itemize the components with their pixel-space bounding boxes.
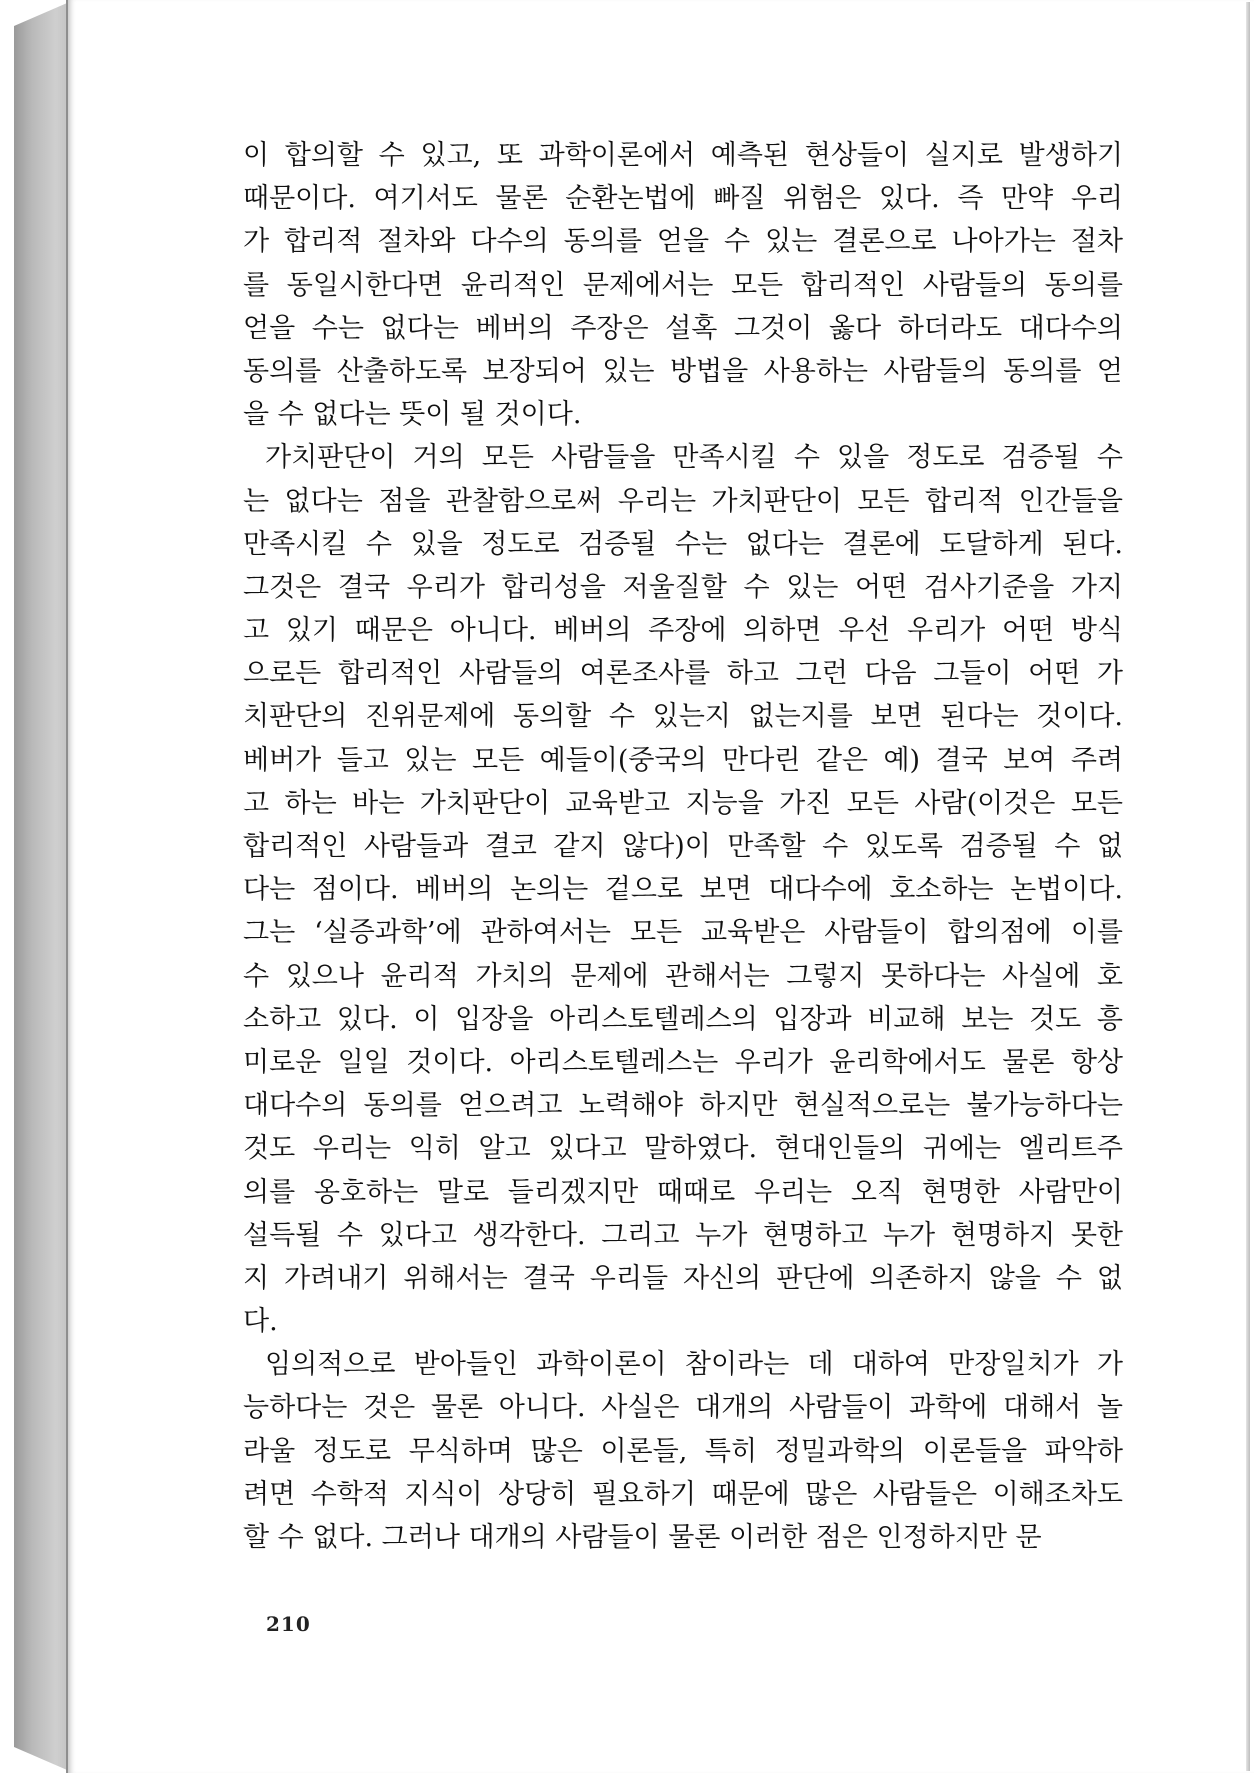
text-line: 합리적인 사람들과 결코 같지 않다)이 만족할 수 있도록 검증될 수 없: [243, 831, 1123, 862]
text-line: 치판단의 진위문제에 동의할 수 있는지 없는지를 보면 된다는 것이다.: [243, 701, 1123, 733]
paragraph: [243, 436, 1123, 1343]
text-line: 를 동일시한다면 윤리적인 문제에서는 모든 합리적인 사람들의 동의를: [243, 269, 1123, 301]
text-line: 것도 우리는 익히 알고 있다고 말하였다. 현대인들의 귀에는 엘리트주: [243, 1133, 1123, 1165]
text-line: 으로든 합리적인 사람들의 여론조사를 하고 그런 다음 그들이 어떤 가: [243, 658, 1123, 690]
text-line: 만족시킬 수 있을 정도로 검증될 수는 없다는 결론에 도달하게 된다.: [243, 528, 1123, 560]
text-line: 대다수의 동의를 얻으려고 노력해야 하지만 현실적으로는 불가능하다는: [243, 1090, 1123, 1122]
text-line: 이 합의할 수 있고, 또 과학이론에서 예측된 현상들이 실지로 발생하기: [243, 140, 1123, 171]
page-edge: [1246, 2, 1250, 1771]
text-line: 는 없다는 점을 관찰함으로써 우리는 가치판단이 모든 합리적 인간들을: [243, 485, 1123, 517]
text-line: 능하다는 것은 물론 아니다. 사실은 대개의 사람들이 과학에 대해서 놀: [243, 1392, 1123, 1424]
text-line: 임의적으로 받아들인 과학이론이 참이라는 데 대하여 만장일치가 가: [265, 1349, 1123, 1381]
text-line: 가 합리적 절차와 다수의 동의를 얻을 수 있는 결론으로 나아가는 절차: [243, 226, 1123, 258]
text-line: 을 수 없다는 뜻이 될 것이다.: [243, 399, 582, 431]
paragraph: [243, 1343, 1123, 1559]
text-line: 라울 정도로 무식하며 많은 이론들, 특히 정밀과학의 이론들을 파악하: [243, 1435, 1123, 1467]
text-line: 얻을 수는 없다는 베버의 주장은 설혹 그것이 옳다 하더라도 대다수의: [243, 312, 1123, 344]
text-line: 동의를 산출하도록 보장되어 있는 방법을 사용하는 사람들의 동의를 얻: [243, 355, 1123, 387]
text-line: 할 수 없다. 그러나 대개의 사람들이 물론 이러한 점은 인정하지만 문: [243, 1522, 1042, 1553]
text-line: 설득될 수 있다고 생각한다. 그리고 누가 현명하고 누가 현명하지 못한: [243, 1219, 1123, 1251]
text-line: 려면 수학적 지식이 상당히 필요하기 때문에 많은 사람들은 이해조차도: [243, 1478, 1123, 1510]
text-line: 고 있기 때문은 아니다. 베버의 주장에 의하면 우선 우리가 어떤 방식: [243, 615, 1123, 647]
text-line: 때문이다. 여기서도 물론 순환논법에 빠질 위험은 있다. 즉 만약 우리: [243, 183, 1123, 215]
page-number: 210: [266, 1612, 311, 1636]
text-line: 의를 옹호하는 말로 들리겠지만 때때로 우리는 오직 현명한 사람만이: [243, 1176, 1123, 1208]
text-line: 그는 ‘실증과학’에 관하여서는 모든 교육받은 사람들이 합의점에 이를: [243, 917, 1123, 949]
text-line: 지 가려내기 위해서는 결국 우리들 자신의 판단에 의존하지 않을 수 없: [243, 1262, 1123, 1294]
text-line: 소하고 있다. 이 입장을 아리스토텔레스의 입장과 비교해 보는 것도 흥: [243, 1003, 1123, 1035]
text-line: 미로운 일일 것이다. 아리스토텔레스는 우리가 윤리학에서도 물론 항상: [243, 1046, 1123, 1078]
text-line: 가치판단이 거의 모든 사람들을 만족시킬 수 있을 정도로 검증될 수: [265, 442, 1123, 474]
text-line: 고 하는 바는 가치판단이 교육받고 지능을 가진 모든 사람(이것은 모든: [243, 787, 1123, 819]
text-line: 다.: [243, 1306, 278, 1338]
text-line: 수 있으나 윤리적 가치의 문제에 관해서는 그렇지 못하다는 사실에 호: [243, 960, 1123, 992]
body-text: [243, 134, 1123, 1559]
text-line: 다는 점이다. 베버의 논의는 겉으로 보면 대다수에 호소하는 논법이다.: [243, 874, 1123, 906]
text-line: 그것은 결국 우리가 합리성을 저울질할 수 있는 어떤 검사기준을 가지: [243, 571, 1123, 603]
text-line: 베버가 들고 있는 모든 예들이(중국의 만다린 같은 예) 결국 보여 주려: [243, 744, 1123, 776]
book-spine: [14, 0, 74, 1773]
paragraph: [243, 134, 1123, 436]
